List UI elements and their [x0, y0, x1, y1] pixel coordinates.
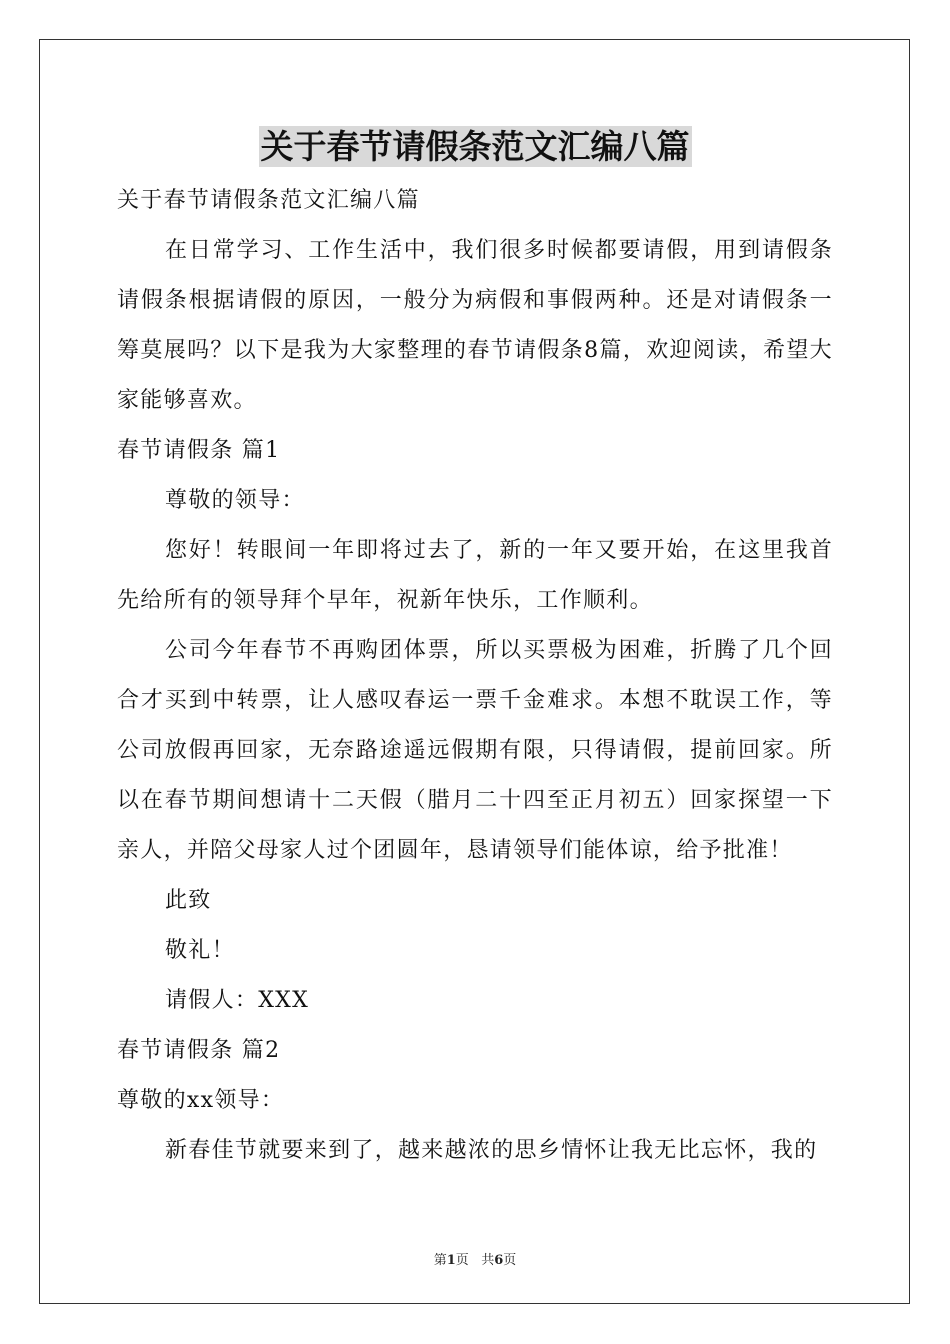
- signature-line: 请假人：XXX: [165, 988, 310, 1013]
- page-number: 1: [446, 1253, 456, 1268]
- intro-paragraph: 在日常学习、工作生活中，我们很多时候都要请假，用到请假条请假条根据请假的原因，一般分为病假和事假两种。还是对请假条一筹莫展吗？以下是我为大家整理的春节请假条8篇，欢迎阅读，希望大家能够喜欢。: [117, 238, 833, 413]
- total-pages: 6: [494, 1253, 504, 1268]
- salutation-1: 尊敬的领导：: [165, 488, 305, 513]
- regards-line: 敬礼！: [165, 938, 235, 963]
- body-paragraph-2: 新春佳节就要来到了，越来越浓的思乡情怀让我无比忘怀，我的: [165, 1138, 818, 1163]
- section-heading-1: 春节请假条 篇1: [117, 438, 281, 463]
- page-prefix: 第: [433, 1253, 447, 1268]
- total-prefix: 共: [481, 1253, 495, 1268]
- greeting-paragraph: 您好！转眼间一年即将过去了，新的一年又要开始，在这里我首先给所有的领导拜个早年，祝新年快乐，工作顺利。: [117, 538, 833, 613]
- document-title-text: 关于春节请假条范文汇编八篇: [260, 127, 690, 166]
- reason-paragraph: 公司今年春节不再购团体票，所以买票极为困难，折腾了几个回合才买到中转票，让人感叹春运一票千金难求。本想不耽误工作，等公司放假再回家，无奈路途遥远假期有限，只得请假，提前回家。所以在春节期间想请十二天假（腊月二十四至正月初五）回家探望一下亲人，并陪父母家人过个团圆年，恳请领导们能体谅，给予批准！: [117, 638, 833, 863]
- page-footer: [0, 1249, 950, 1268]
- document-subtitle: 关于春节请假条范文汇编八篇: [117, 188, 420, 213]
- document-title: [0, 126, 950, 167]
- closing-line: 此致: [165, 888, 212, 913]
- document-body: [117, 176, 833, 1176]
- total-suffix: 页: [503, 1253, 517, 1268]
- salutation-2: 尊敬的xx领导：: [117, 1088, 285, 1113]
- page-suffix: 页: [455, 1253, 469, 1268]
- section-heading-2: 春节请假条 篇2: [117, 1038, 281, 1063]
